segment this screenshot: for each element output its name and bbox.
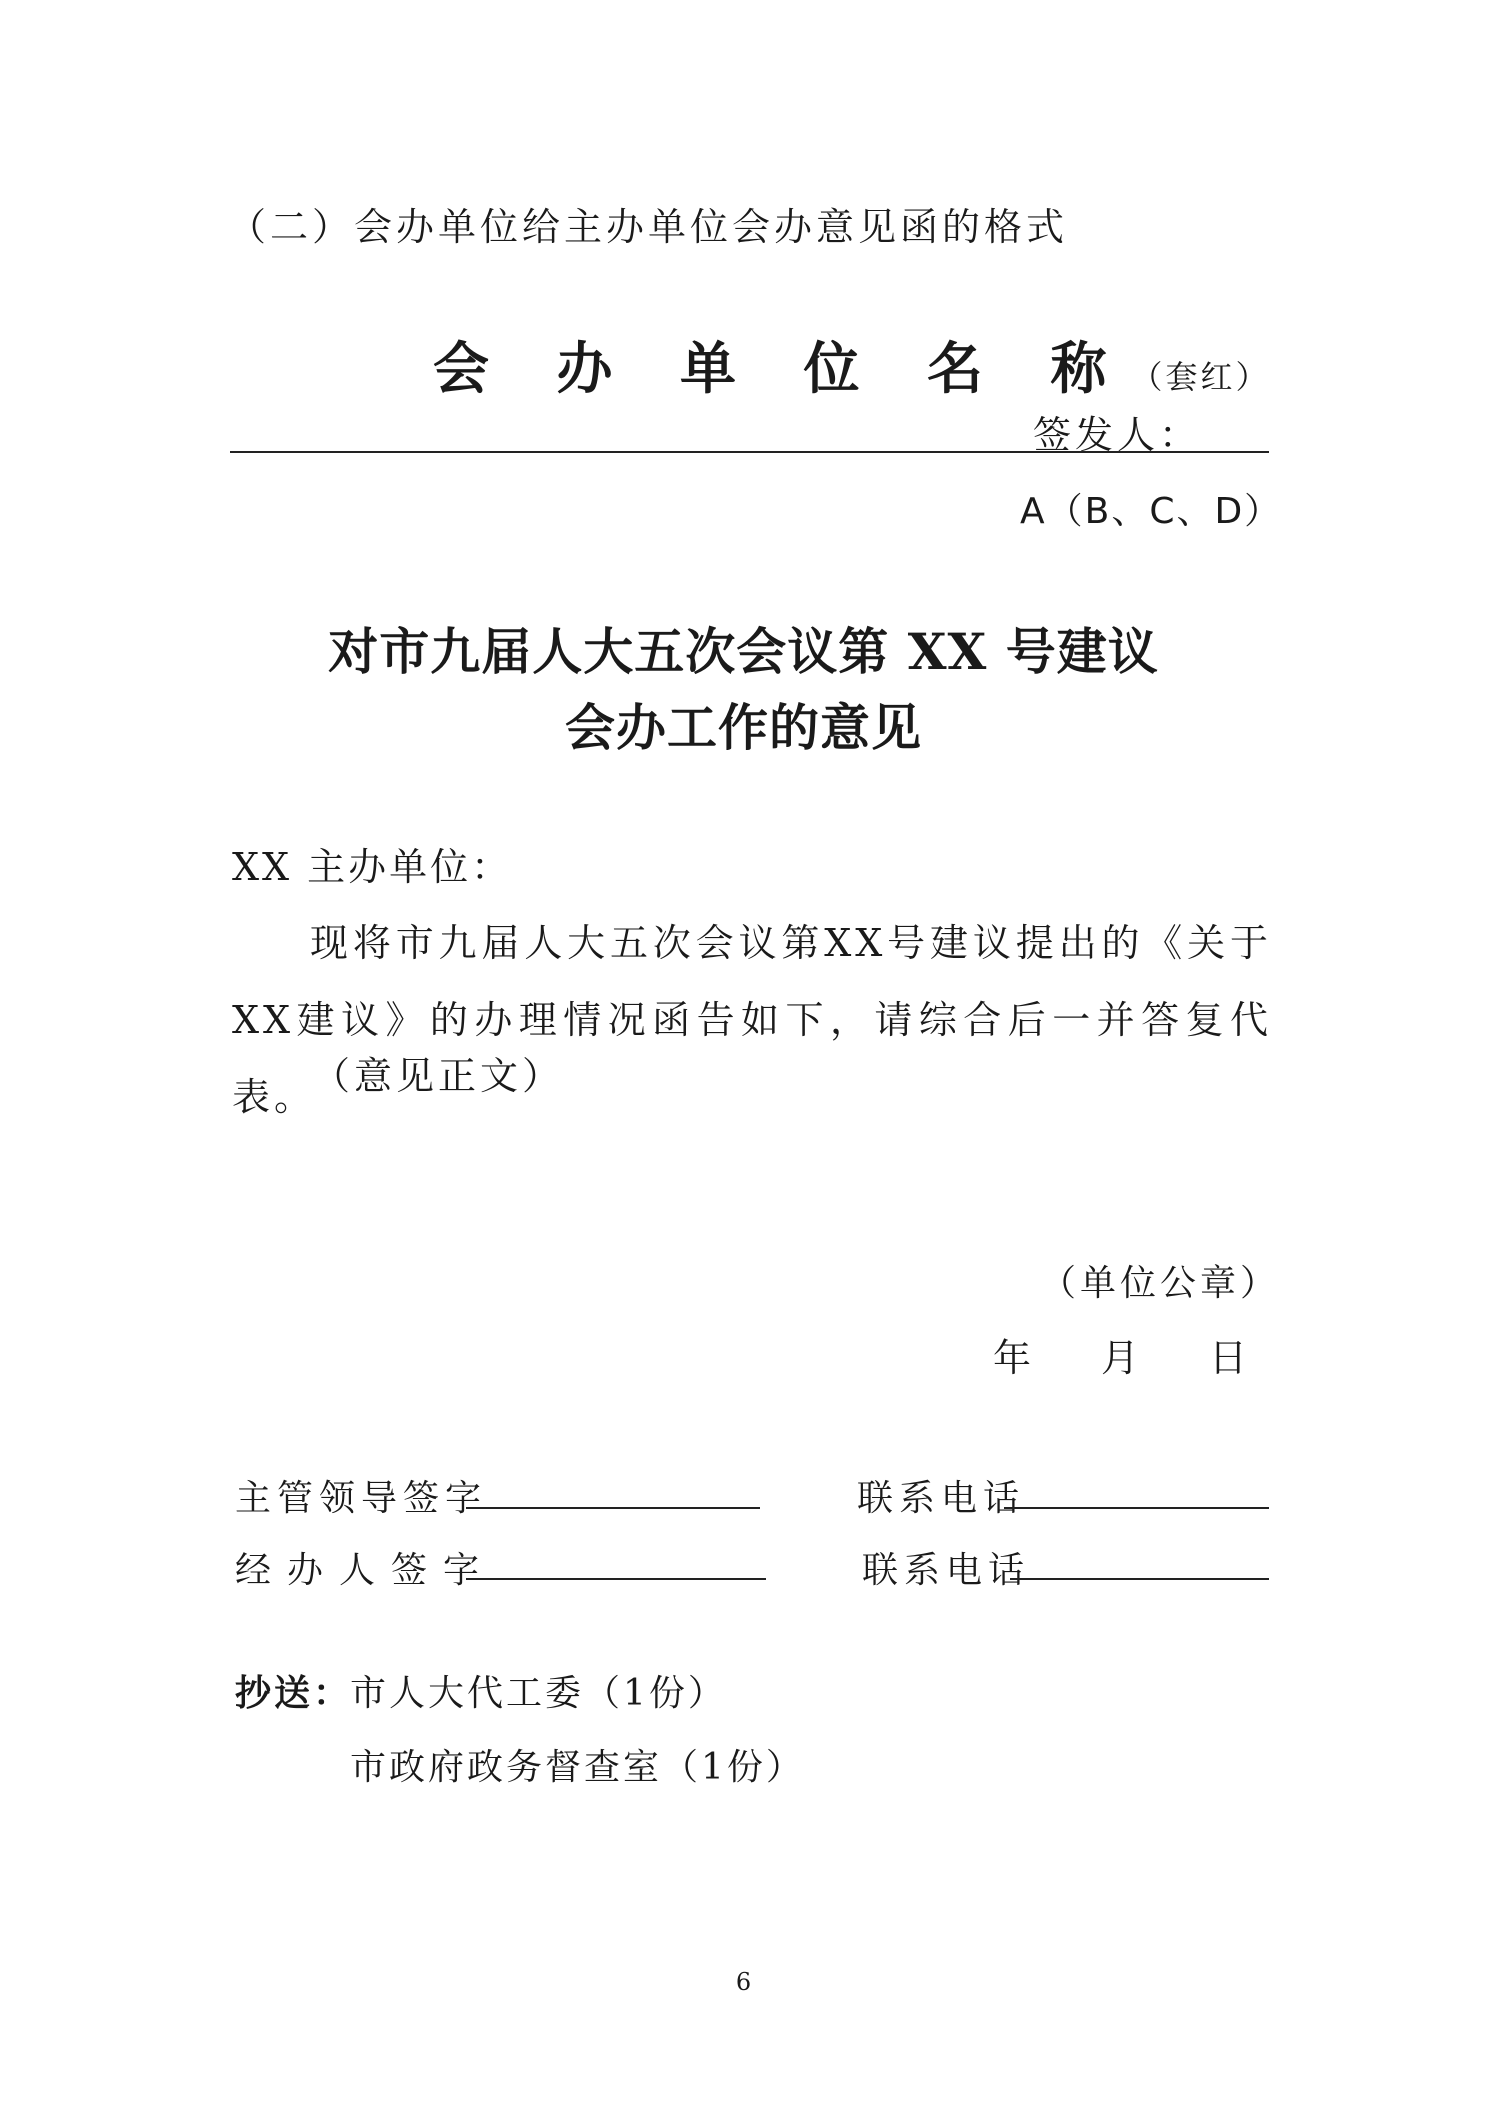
unit-name-note: （套红） [1130,358,1271,396]
leader-sign-label: 主管领导签字 [235,1478,488,1519]
addressee: XX 主办单位： [232,845,513,889]
leader-sign-line [466,1507,760,1509]
body-note: （意见正文） [312,1054,565,1098]
page-number: 6 [735,1968,752,1996]
cc-item: 市政府政务督查室（1份） [350,1747,805,1788]
date-day: 日 [1209,1336,1248,1380]
category-label: A（B、C、D） [1020,491,1283,532]
leader-phone-label: 联系电话 [857,1478,1026,1519]
document-title-line-1: 对市九届人大五次会议第 XX 号建议 [328,622,1159,681]
handler-phone-line [1010,1578,1269,1580]
date-line [993,1327,1247,1382]
document-title-line-2: 会办工作的意见 [565,698,922,757]
unit-name: 会 办 单 位 名 称 [433,336,1131,402]
cc-label: 抄送： [235,1672,353,1714]
body-paragraph: 现将市九届人大五次会议第XX号建议提出的《关于XX建议》的办理情况函告如下，请综合后一并答复代表。 [232,921,1272,1119]
handler-sign-label: 经办人签字 [235,1550,496,1591]
leader-phone-line [1004,1507,1269,1509]
seal-placeholder: （单位公章） [1040,1263,1281,1304]
section-heading: （二）会办单位给主办单位会办意见函的格式 [228,205,1069,249]
handler-phone-label: 联系电话 [862,1550,1031,1591]
handler-sign-line [466,1578,766,1580]
unit-name-header [433,325,1271,405]
signer-label: 签发人： [1033,413,1202,457]
cc-item: 市人大代工委（1份） [350,1673,727,1714]
header-rule [230,451,1269,453]
date-month: 月 [1101,1336,1140,1380]
date-year: 年 [993,1336,1032,1380]
